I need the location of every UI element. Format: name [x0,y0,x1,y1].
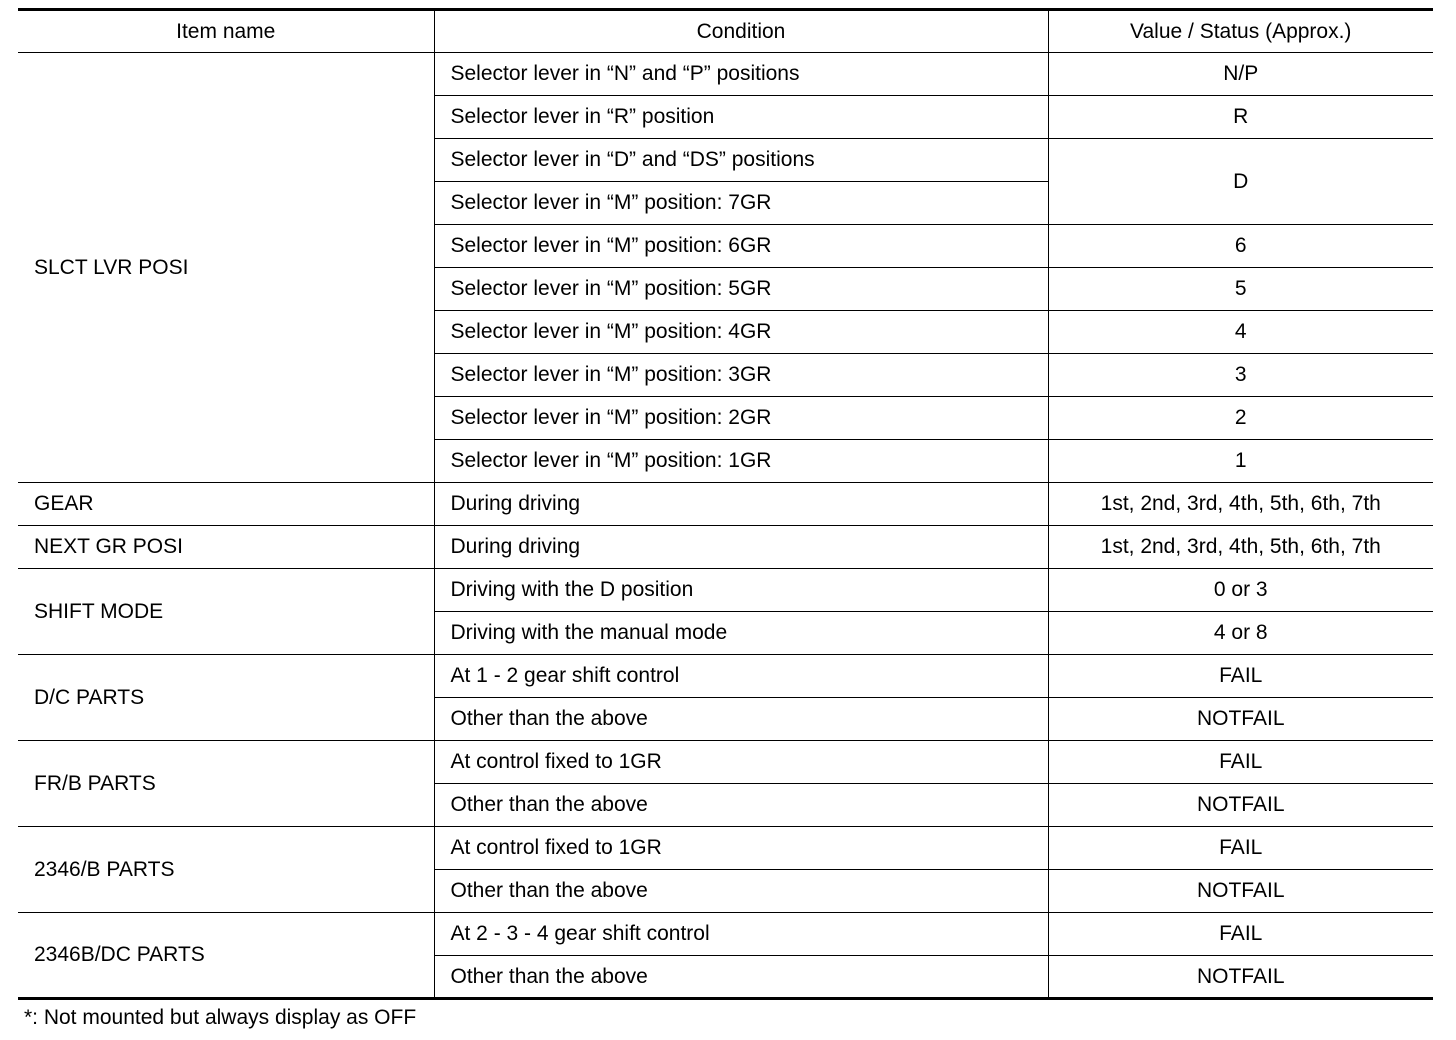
condition-cell: At control fixed to 1GR [434,741,1048,784]
value-cell: 6 [1048,225,1433,268]
table-row [18,569,1433,612]
condition-cell: Other than the above [434,698,1048,741]
table-row [18,741,1433,784]
condition-cell: At control fixed to 1GR [434,827,1048,870]
table-row [18,526,1433,569]
condition-cell: Selector lever in “N” and “P” positions [434,53,1048,96]
header-item-name: Item name [18,10,434,53]
value-cell: 1st, 2nd, 3rd, 4th, 5th, 6th, 7th [1048,483,1433,526]
condition-cell: Other than the above [434,784,1048,827]
condition-cell: Selector lever in “M” position: 7GR [434,182,1048,225]
value-cell: N/P [1048,53,1433,96]
table-row [18,53,1433,96]
value-cell: FAIL [1048,741,1433,784]
condition-cell: Selector lever in “M” position: 2GR [434,397,1048,440]
condition-cell: Other than the above [434,956,1048,999]
condition-cell: During driving [434,526,1048,569]
header-value-status: Value / Status (Approx.) [1048,10,1433,53]
item-name-cell: FR/B PARTS [18,741,434,827]
value-cell: NOTFAIL [1048,698,1433,741]
condition-cell: Selector lever in “M” position: 1GR [434,440,1048,483]
value-cell: FAIL [1048,655,1433,698]
value-cell: 2 [1048,397,1433,440]
condition-cell: Selector lever in “M” position: 3GR [434,354,1048,397]
value-cell: FAIL [1048,913,1433,956]
table-row [18,913,1433,956]
header-row [18,10,1433,53]
value-cell: 1 [1048,440,1433,483]
header-condition: Condition [434,10,1048,53]
item-name-cell: 2346/B PARTS [18,827,434,913]
condition-cell: Other than the above [434,870,1048,913]
value-cell: NOTFAIL [1048,870,1433,913]
value-cell: 4 [1048,311,1433,354]
item-name-cell: SHIFT MODE [18,569,434,655]
table-row [18,483,1433,526]
footnote: *: Not mounted but always display as OFF [24,1006,417,1029]
condition-cell: Driving with the D position [434,569,1048,612]
item-name-cell: 2346B/DC PARTS [18,913,434,999]
value-cell: R [1048,96,1433,139]
value-cell: 0 or 3 [1048,569,1433,612]
condition-cell: At 1 - 2 gear shift control [434,655,1048,698]
table-row [18,655,1433,698]
value-cell: FAIL [1048,827,1433,870]
condition-cell: At 2 - 3 - 4 gear shift control [434,913,1048,956]
value-cell: 5 [1048,268,1433,311]
condition-cell: Selector lever in “R” position [434,96,1048,139]
value-cell: NOTFAIL [1048,784,1433,827]
item-name-cell: SLCT LVR POSI [18,53,434,483]
item-name-cell: D/C PARTS [18,655,434,741]
condition-cell: Selector lever in “D” and “DS” positions [434,139,1048,182]
data-table [18,8,1433,1000]
condition-cell: Driving with the manual mode [434,612,1048,655]
value-cell: NOTFAIL [1048,956,1433,999]
value-cell: D [1048,139,1433,225]
value-cell: 1st, 2nd, 3rd, 4th, 5th, 6th, 7th [1048,526,1433,569]
condition-cell: Selector lever in “M” position: 6GR [434,225,1048,268]
item-name-cell: NEXT GR POSI [18,526,434,569]
value-cell: 4 or 8 [1048,612,1433,655]
condition-cell: During driving [434,483,1048,526]
condition-cell: Selector lever in “M” position: 5GR [434,268,1048,311]
table-row [18,827,1433,870]
item-name-cell: GEAR [18,483,434,526]
value-cell: 3 [1048,354,1433,397]
condition-cell: Selector lever in “M” position: 4GR [434,311,1048,354]
